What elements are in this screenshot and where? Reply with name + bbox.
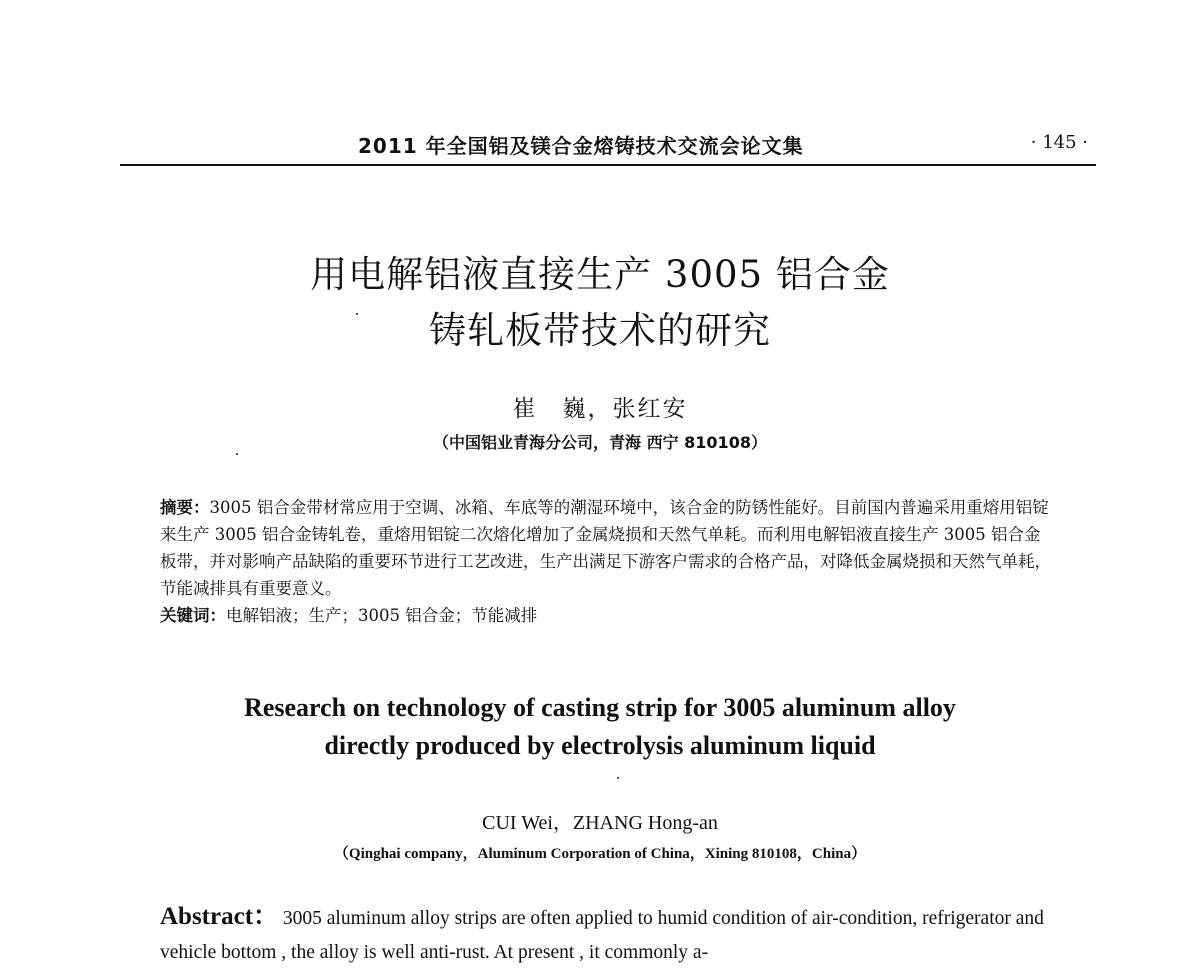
scan-speck — [356, 313, 358, 315]
title-en-line-2: directly produced by electrolysis aluminum liquid — [324, 731, 876, 760]
abstract-cn-paragraph — [160, 494, 1054, 602]
running-header — [120, 128, 1096, 166]
abstract-cn-label: 摘要： — [160, 498, 210, 517]
proceedings-title: 2011 年全国铝及镁合金熔铸技术交流会论文集 — [358, 134, 804, 158]
keywords-cn-text: 电解铝液；生产；3005 铝合金；节能减排 — [226, 606, 538, 625]
scan-speck — [617, 777, 619, 779]
abstract-en-label: Abstract： — [160, 903, 279, 930]
title-en-line-1: Research on technology of casting strip for 3005 aluminum alloy — [244, 693, 956, 722]
title-cn-line-2: 铸轧板带技术的研究 — [429, 309, 771, 352]
abstract-en-text: 3005 aluminum alloy strips are often applied to humid condition of air-condition, refrigerator and vehicle bottom , the alloy is well anti-rust. At present , it commonly a- — [160, 908, 1044, 963]
keywords-cn-label: 关键词： — [160, 606, 226, 625]
scan-speck — [236, 453, 238, 455]
affiliation-cn: （中国铝业青海分公司，青海 西宁 810108） — [433, 433, 767, 452]
page-number: · 145 · — [1030, 132, 1088, 153]
authors-cn: 崔 巍，张红安 — [512, 396, 688, 422]
authors-en: CUI Wei，ZHANG Hong-an — [482, 812, 718, 834]
title-cn-line-1: 用电解铝液直接生产 3005 铝合金 — [310, 253, 890, 296]
abstract-en — [160, 900, 1060, 970]
affiliation-en: （Qinghai company，Aluminum Corporation of China，Xining 810108，China） — [333, 846, 867, 862]
keywords-cn — [160, 602, 1054, 629]
abstract-cn — [160, 494, 1054, 629]
abstract-cn-text: 3005 铝合金带材常应用于空调、冰箱、车底等的潮湿环境中，该合金的防锈性能好。目前国内普遍采用重熔用铝锭来生产 3005 铝合金铸轧卷，重熔用铝锭二次熔化增加了金属烧损和天然气单耗。而利用电解铝液直接生产 3005 铝合金板带，并对影响产品缺陷的重要环节进行工艺改进，生产出满足下游客户需求的合格产品，对降低金属烧损和天然气单耗，节能减排具有重要意义。 — [160, 498, 1051, 598]
